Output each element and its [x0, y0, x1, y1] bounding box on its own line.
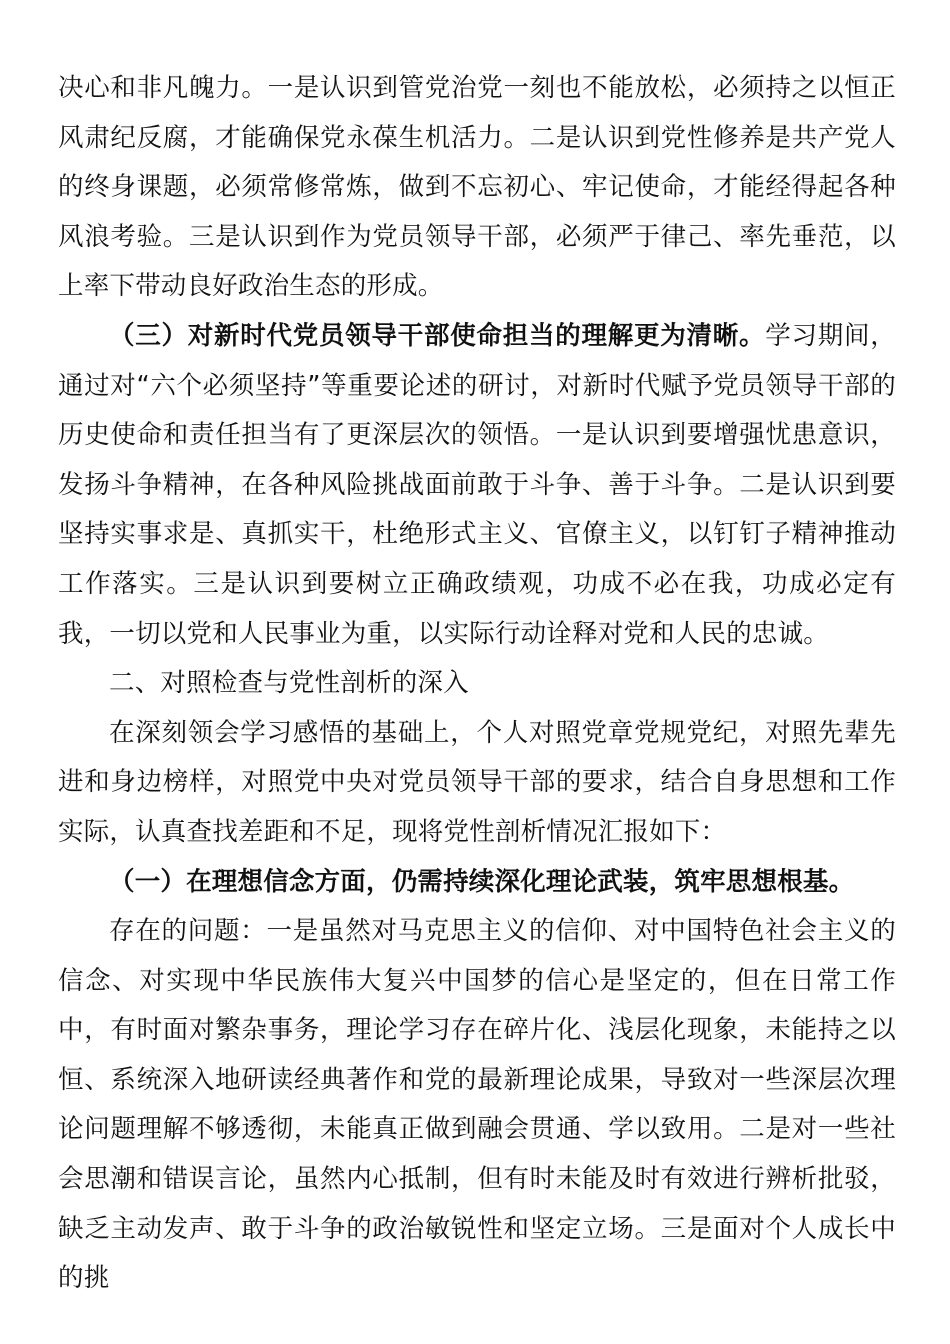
paragraph-section-three [58, 312, 896, 659]
section-heading-three: （三）对新时代党员领导干部使命担当的理解更为清晰。 [109, 320, 766, 351]
paragraph-continuation: 决心和非凡魄力。一是认识到管党治党一刻也不能放松，必须持之以恒正风肃纪反腐，才能确保党永葆生机活力。二是认识到党性修养是共产党人的终身课题，必须常修常炼，做到不忘初心、牢记使命，才能经得起各种风浪考验。三是认识到作为党员领导干部，必须严于律己、率先垂范，以上率下带动良好政治生态的形成。 [58, 73, 896, 302]
section-heading-one: （一）在理想信念方面，仍需持续深化理论武装，筑牢思想根基。 [109, 866, 855, 897]
document-page [58, 64, 896, 1304]
chapter-heading-two: 二、对照检查与党性剖析的深入 [109, 668, 469, 699]
section-three-body: 学习期间，通过对“六个必须坚持”等重要论述的研讨，对新时代赋予党员领导干部的历史使命和责任担当有了更深层次的领悟。一是认识到要增强忧患意识，发扬斗争精神，在各种风险挑战面前敢于斗争、善于斗争。二是认识到要坚持实事求是、真抓实干，杜绝形式主义、官僚主义，以钉钉子精神推动工作落实。三是认识到要树立正确政绩观，功成不必在我，功成必定有我，一切以党和人民事业为重，以实际行动诠释对党和人民的忠诚。 [58, 320, 896, 649]
paragraph-problems: 存在的问题：一是虽然对马克思主义的信仰、对中国特色社会主义的信念、对实现中华民族伟大复兴中国梦的信心是坚定的，但在日常工作中，有时面对繁杂事务，理论学习存在碎片化、浅层化现象，未能持之以恒、系统深入地研读经典著作和党的最新理论成果，导致对一些深层次理论问题理解不够透彻，未能真正做到融会贯通、学以致用。二是对一些社会思潮和错误言论，虽然内心抵制，但有时未能及时有效进行辨析批驳，缺乏主动发声、敢于斗争的政治敏锐性和坚定立场。三是面对个人成长中的挑 [58, 916, 896, 1294]
paragraph-intro: 在深刻领会学习感悟的基础上，个人对照党章党规党纪，对照先辈先进和身边榜样，对照党中央对党员领导干部的要求，结合自身思想和工作实际，认真查找差距和不足，现将党性剖析情况汇报如下： [58, 717, 896, 847]
